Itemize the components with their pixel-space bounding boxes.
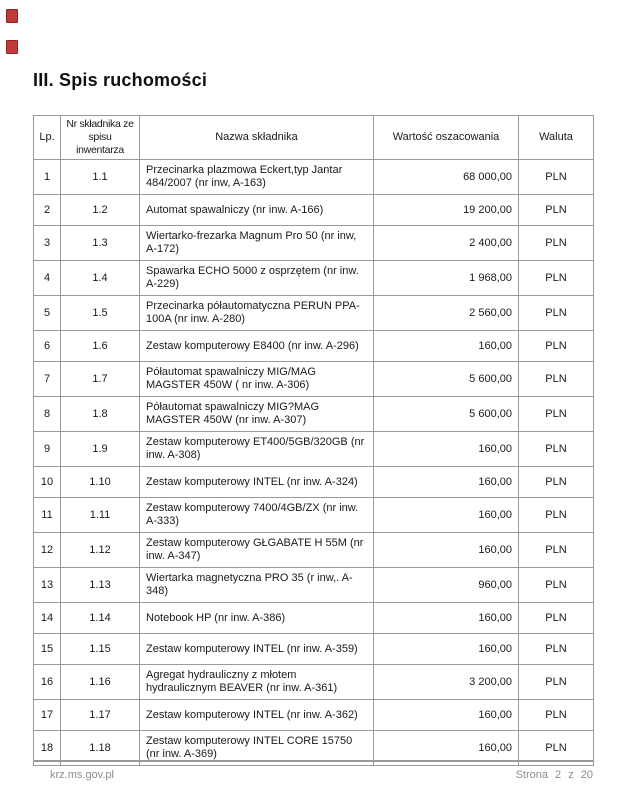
estimated-value: 160,00 <box>374 498 519 533</box>
currency: PLN <box>519 362 594 397</box>
component-name: Półautomat spawalniczy MIG?MAG MAGSTER 450W (nr inw. A-307) <box>140 397 374 432</box>
component-name: Zestaw komputerowy INTEL (nr inw. A-324) <box>140 467 374 498</box>
estimated-value: 160,00 <box>374 331 519 362</box>
table-row <box>34 467 594 498</box>
component-name: Przecinarka plazmowa Eckert,typ Jantar 484/2007 (nr inw, A-163) <box>140 160 374 195</box>
movables-inventory-table <box>33 115 594 766</box>
table-row <box>34 568 594 603</box>
inventory-number: 1.5 <box>61 296 140 331</box>
row-index: 11 <box>34 498 61 533</box>
currency: PLN <box>519 226 594 261</box>
row-index: 7 <box>34 362 61 397</box>
estimated-value: 1 968,00 <box>374 261 519 296</box>
component-name: Spawarka ECHO 5000 z osprzętem (nr inw. A-229) <box>140 261 374 296</box>
currency: PLN <box>519 261 594 296</box>
column-header-inventory-number: Nr składnika ze spisu inwentarza <box>61 116 140 160</box>
currency: PLN <box>519 331 594 362</box>
row-index: 18 <box>34 731 61 766</box>
component-name: Wiertarko-frezarka Magnum Pro 50 (nr inw, A-172) <box>140 226 374 261</box>
row-index: 2 <box>34 195 61 226</box>
estimated-value: 160,00 <box>374 603 519 634</box>
inventory-number: 1.17 <box>61 700 140 731</box>
inventory-number: 1.12 <box>61 533 140 568</box>
table-row <box>34 397 594 432</box>
estimated-value: 5 600,00 <box>374 397 519 432</box>
component-name: Notebook HP (nr inw. A-386) <box>140 603 374 634</box>
component-name: Zestaw komputerowy GŁGABATE H 55M (nr inw. A-347) <box>140 533 374 568</box>
inventory-number: 1.7 <box>61 362 140 397</box>
inventory-number: 1.11 <box>61 498 140 533</box>
footer-divider <box>33 760 593 762</box>
table-header-row <box>34 116 594 160</box>
currency: PLN <box>519 700 594 731</box>
currency: PLN <box>519 603 594 634</box>
table-row <box>34 533 594 568</box>
estimated-value: 160,00 <box>374 634 519 665</box>
component-name: Agregat hydrauliczny z młotem hydraulicznym BEAVER (nr inw. A-361) <box>140 665 374 700</box>
estimated-value: 5 600,00 <box>374 362 519 397</box>
table-row <box>34 296 594 331</box>
table-row <box>34 160 594 195</box>
row-index: 9 <box>34 432 61 467</box>
inventory-number: 1.4 <box>61 261 140 296</box>
component-name: Zestaw komputerowy INTEL CORE 15750 (nr inw. A-369) <box>140 731 374 766</box>
currency: PLN <box>519 195 594 226</box>
estimated-value: 68 000,00 <box>374 160 519 195</box>
inventory-number: 1.9 <box>61 432 140 467</box>
row-index: 3 <box>34 226 61 261</box>
table-row <box>34 261 594 296</box>
inventory-number: 1.15 <box>61 634 140 665</box>
row-index: 14 <box>34 603 61 634</box>
inventory-table-body <box>34 160 594 766</box>
row-index: 15 <box>34 634 61 665</box>
currency: PLN <box>519 160 594 195</box>
column-header-estimated-value: Wartość oszacowania <box>374 116 519 160</box>
estimated-value: 160,00 <box>374 432 519 467</box>
currency: PLN <box>519 731 594 766</box>
table-row <box>34 498 594 533</box>
table-row <box>34 432 594 467</box>
currency: PLN <box>519 467 594 498</box>
row-index: 17 <box>34 700 61 731</box>
inventory-number: 1.14 <box>61 603 140 634</box>
red-corner-marker <box>6 9 18 23</box>
component-name: Półautomat spawalniczy MIG/MAG MAGSTER 450W ( nr inw. A-306) <box>140 362 374 397</box>
table-row <box>34 362 594 397</box>
row-index: 1 <box>34 160 61 195</box>
inventory-number: 1.16 <box>61 665 140 700</box>
currency: PLN <box>519 634 594 665</box>
inventory-number: 1.1 <box>61 160 140 195</box>
row-index: 6 <box>34 331 61 362</box>
footer-site-url: krz.ms.gov.pl <box>50 769 114 781</box>
inventory-number: 1.13 <box>61 568 140 603</box>
estimated-value: 960,00 <box>374 568 519 603</box>
component-name: Przecinarka półautomatyczna PERUN PPA-100A (nr inw. A-280) <box>140 296 374 331</box>
page-title: III. Spis ruchomości <box>33 70 208 90</box>
row-index: 12 <box>34 533 61 568</box>
table-row <box>34 195 594 226</box>
estimated-value: 160,00 <box>374 700 519 731</box>
row-index: 5 <box>34 296 61 331</box>
estimated-value: 2 560,00 <box>374 296 519 331</box>
table-row <box>34 226 594 261</box>
component-name: Zestaw komputerowy INTEL (nr inw. A-362) <box>140 700 374 731</box>
estimated-value: 2 400,00 <box>374 226 519 261</box>
inventory-number: 1.6 <box>61 331 140 362</box>
table-row <box>34 634 594 665</box>
currency: PLN <box>519 397 594 432</box>
table-row <box>34 665 594 700</box>
estimated-value: 19 200,00 <box>374 195 519 226</box>
component-name: Zestaw komputerowy E8400 (nr inw. A-296) <box>140 331 374 362</box>
table-row <box>34 331 594 362</box>
table-row <box>34 700 594 731</box>
table-row <box>34 603 594 634</box>
red-corner-marker <box>6 40 18 54</box>
currency: PLN <box>519 498 594 533</box>
inventory-number: 1.18 <box>61 731 140 766</box>
estimated-value: 160,00 <box>374 467 519 498</box>
component-name: Automat spawalniczy (nr inw. A-166) <box>140 195 374 226</box>
inventory-number: 1.3 <box>61 226 140 261</box>
inventory-number: 1.10 <box>61 467 140 498</box>
component-name: Zestaw komputerowy INTEL (nr inw. A-359) <box>140 634 374 665</box>
row-index: 4 <box>34 261 61 296</box>
estimated-value: 160,00 <box>374 533 519 568</box>
row-index: 16 <box>34 665 61 700</box>
currency: PLN <box>519 432 594 467</box>
estimated-value: 160,00 <box>374 731 519 766</box>
estimated-value: 3 200,00 <box>374 665 519 700</box>
inventory-number: 1.8 <box>61 397 140 432</box>
component-name: Zestaw komputerowy ET400/5GB/320GB (nr inw. A-308) <box>140 432 374 467</box>
column-header-lp: Lp. <box>34 116 61 160</box>
column-header-component-name: Nazwa składnika <box>140 116 374 160</box>
currency: PLN <box>519 568 594 603</box>
row-index: 10 <box>34 467 61 498</box>
currency: PLN <box>519 665 594 700</box>
currency: PLN <box>519 533 594 568</box>
inventory-number: 1.2 <box>61 195 140 226</box>
row-index: 13 <box>34 568 61 603</box>
component-name: Zestaw komputerowy 7400/4GB/ZX (nr inw. A-333) <box>140 498 374 533</box>
row-index: 8 <box>34 397 61 432</box>
currency: PLN <box>519 296 594 331</box>
footer-page-number: Strona 2 z 20 <box>515 769 593 781</box>
column-header-currency: Waluta <box>519 116 594 160</box>
component-name: Wiertarka magnetyczna PRO 35 (r inw,. A-348) <box>140 568 374 603</box>
